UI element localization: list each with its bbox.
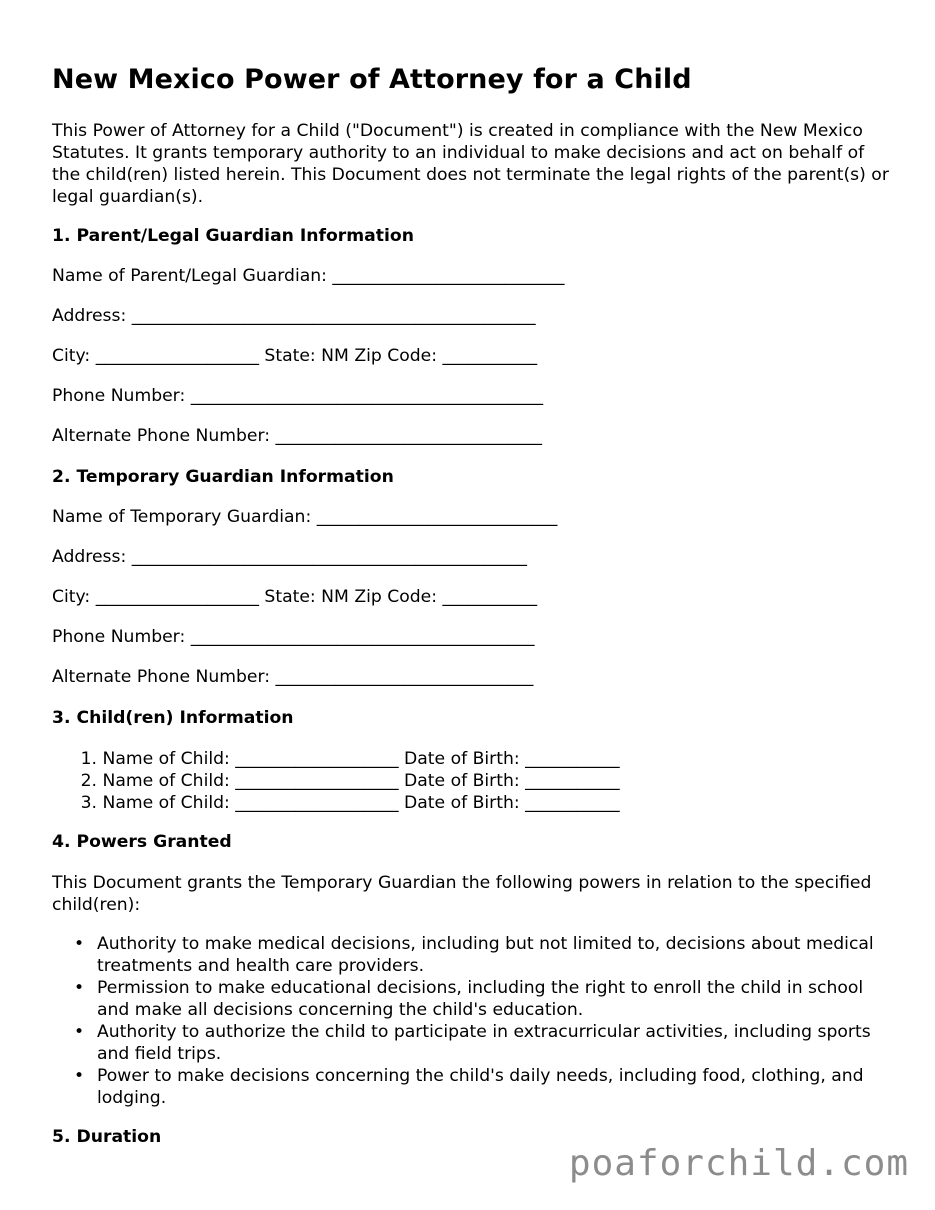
child-number: 1. xyxy=(80,749,97,769)
parent-alt-phone-field: Alternate Phone Number: _______________________________ xyxy=(52,426,542,446)
list-item xyxy=(52,1021,882,1065)
guardian-phone-field: Phone Number: ________________________________________ xyxy=(52,627,535,647)
powers-intro: This Document grants the Temporary Guardian the following powers in relation to the specified child(ren): xyxy=(52,873,872,915)
section-1-title: 1. Parent/Legal Guardian Information xyxy=(52,226,414,246)
child-number: 3. xyxy=(80,793,97,813)
section-3-title: 3. Child(ren) Information xyxy=(52,708,294,728)
power-text: Permission to make educational decisions, including the right to enroll the child in school and make all decisions concerning the child's education. xyxy=(97,978,864,1020)
list-item xyxy=(52,770,620,792)
power-text: Authority to authorize the child to participate in extracurricular activities, including sports and field trips. xyxy=(97,1022,871,1064)
guardian-city-state-zip-field: City: ___________________ State: NM Zip Code: ___________ xyxy=(52,587,538,607)
children-list xyxy=(52,748,620,814)
section-4-title: 4. Powers Granted xyxy=(52,832,232,852)
list-item xyxy=(52,977,882,1021)
guardian-alt-phone-field: Alternate Phone Number: ______________________________ xyxy=(52,667,534,687)
intro-paragraph: This Power of Attorney for a Child ("Document") is created in compliance with the New Mexico Statutes. It grants temporary authority to an individual to make decisions and act on behalf of the child(ren) listed herein. This Document does not terminate the legal rights of the parent(s) or legal guardian(s). xyxy=(52,121,889,207)
list-item xyxy=(52,792,620,814)
section-5-title: 5. Duration xyxy=(52,1127,162,1147)
section-2-title: 2. Temporary Guardian Information xyxy=(52,467,394,487)
list-item xyxy=(52,748,620,770)
bullet-icon: • xyxy=(74,978,85,998)
power-text: Power to make decisions concerning the child's daily needs, including food, clothing, and lodging. xyxy=(97,1066,864,1108)
powers-list xyxy=(52,933,882,1109)
list-item xyxy=(52,933,882,977)
bullet-icon: • xyxy=(74,934,85,954)
power-text: Authority to make medical decisions, including but not limited to, decisions about medical treatments and health care providers. xyxy=(97,934,874,976)
child-field: Name of Child: ___________________ Date of Birth: ___________ xyxy=(102,793,620,813)
parent-phone-field: Phone Number: _________________________________________ xyxy=(52,386,544,406)
bullet-icon: • xyxy=(74,1022,85,1042)
child-field: Name of Child: ___________________ Date of Birth: ___________ xyxy=(102,749,620,769)
parent-city-state-zip-field: City: ___________________ State: NM Zip Code: ___________ xyxy=(52,346,538,366)
parent-address-field: Address: _______________________________________________ xyxy=(52,306,536,326)
watermark-logo: poaforchild.com xyxy=(568,1143,909,1184)
guardian-address-field: Address: ______________________________________________ xyxy=(52,547,528,567)
bullet-icon: • xyxy=(74,1066,85,1086)
guardian-name-field: Name of Temporary Guardian: ____________________________ xyxy=(52,507,558,527)
document-title: New Mexico Power of Attorney for a Child xyxy=(52,64,692,95)
child-field: Name of Child: ___________________ Date of Birth: ___________ xyxy=(102,771,620,791)
parent-name-field: Name of Parent/Legal Guardian: ___________________________ xyxy=(52,266,565,286)
list-item xyxy=(52,1065,882,1109)
child-number: 2. xyxy=(80,771,97,791)
